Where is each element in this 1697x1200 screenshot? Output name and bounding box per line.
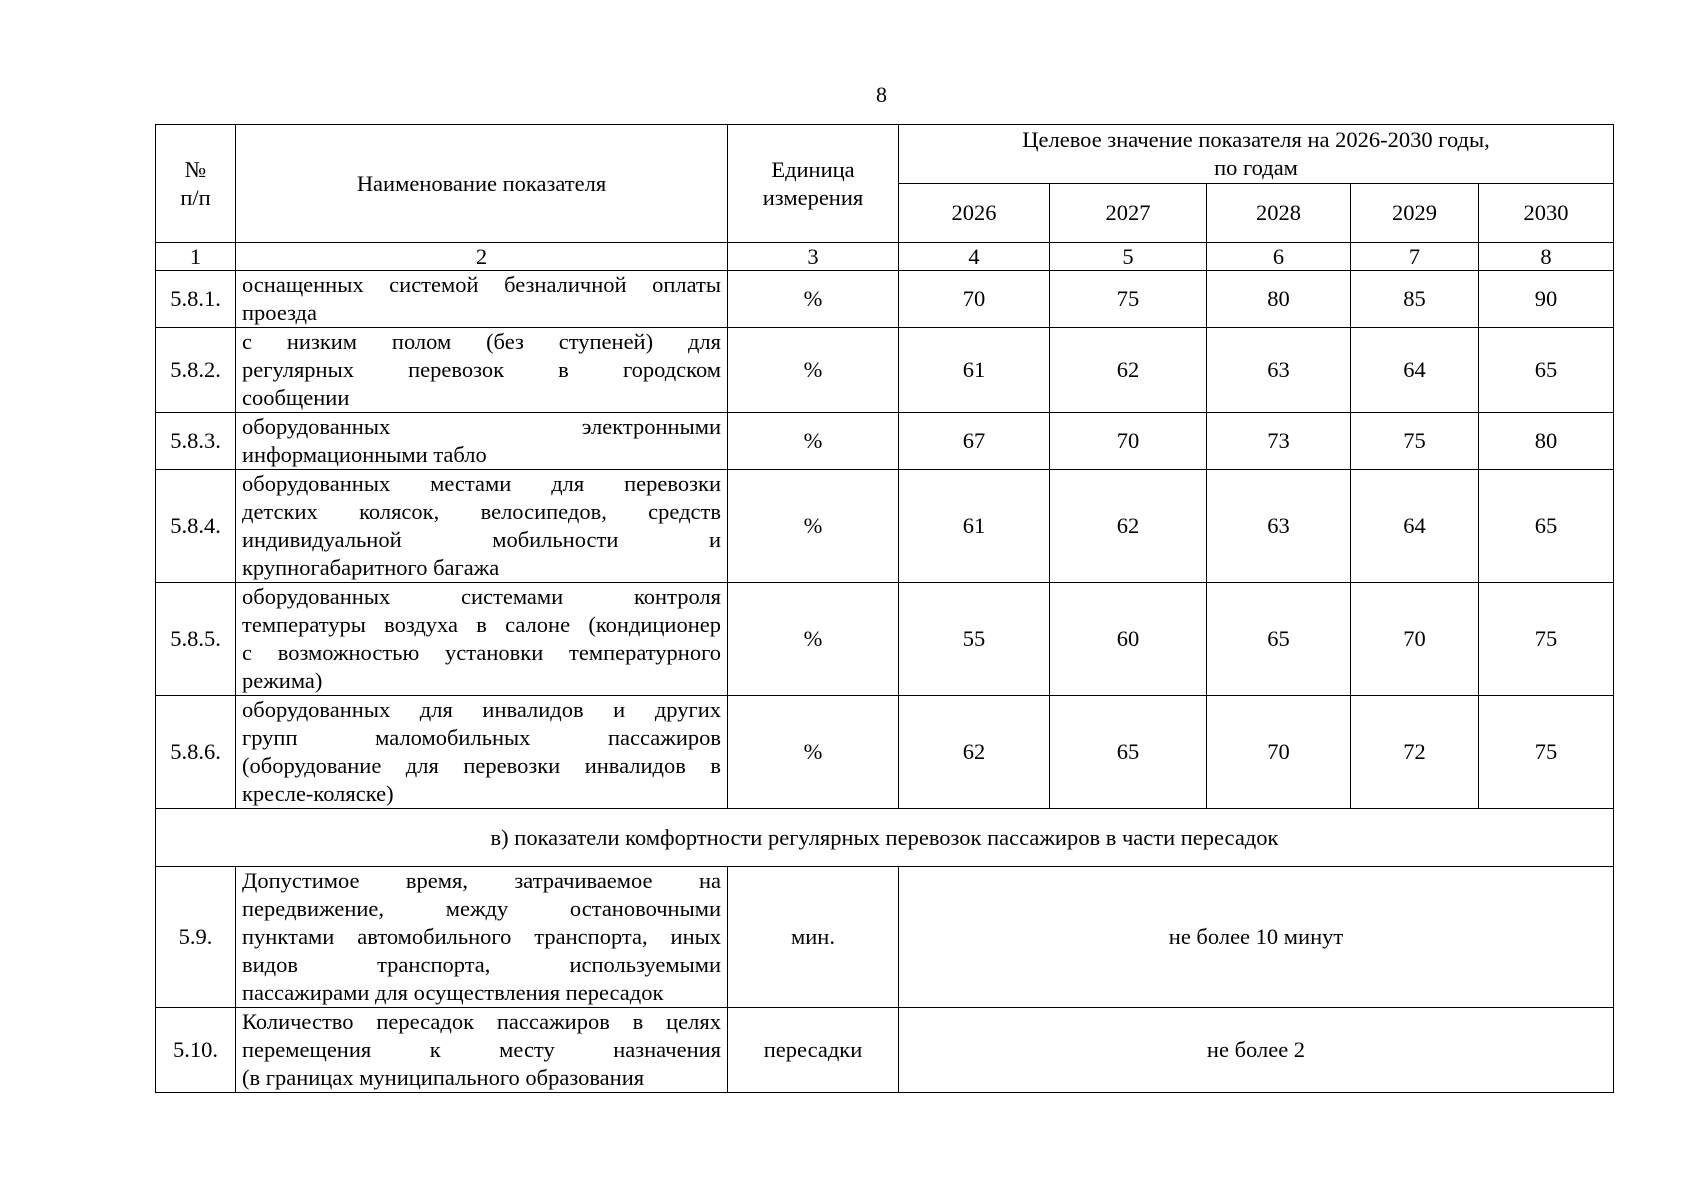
indicator-name-cell <box>236 867 728 1008</box>
table-row <box>156 328 1614 413</box>
indicator-name-line: оборудованных местами для перевозки <box>242 471 721 496</box>
indicator-name-cell <box>236 1008 728 1093</box>
value-cell: 63 <box>1207 470 1351 583</box>
indicator-name-line: Допустимое время, затрачиваемое на <box>242 868 721 893</box>
row-number: 5.8.6. <box>156 696 236 809</box>
header-name-cell: Наименование показателя <box>236 125 728 243</box>
row-number: 5.8.2. <box>156 328 236 413</box>
indicator-name-line: регулярных перевозок в городском <box>242 357 721 382</box>
value-cell: 60 <box>1050 583 1207 696</box>
value-cell: 80 <box>1207 271 1351 328</box>
table-row <box>156 696 1614 809</box>
merged-value-cell: не более 10 минут <box>899 867 1614 1008</box>
value-cell: 62 <box>1050 470 1207 583</box>
unit-cell: % <box>728 470 899 583</box>
header-num-line-1: № <box>184 156 207 182</box>
indicator-name-line: (в границах муниципального образования <box>242 1065 645 1090</box>
header-unit-cell <box>728 125 899 243</box>
value-cell: 55 <box>899 583 1050 696</box>
indicator-name-line: информационными табло <box>242 442 487 467</box>
unit-cell: % <box>728 696 899 809</box>
column-number: 2 <box>236 243 728 271</box>
header-year-2028: 2028 <box>1207 184 1351 243</box>
indicator-name-line: оборудованных для инвалидов и других <box>242 697 721 722</box>
indicator-name-line: видов транспорта, используемыми <box>242 952 721 977</box>
indicator-name-line: групп маломобильных пассажиров <box>242 725 721 750</box>
indicator-name-cell <box>236 696 728 809</box>
header-year-2026: 2026 <box>899 184 1050 243</box>
merged-value-cell: не более 2 <box>899 1008 1614 1093</box>
value-cell: 62 <box>899 696 1050 809</box>
indicator-name-line: оснащенных системой безналичной оплаты <box>242 272 721 297</box>
unit-cell: % <box>728 271 899 328</box>
indicator-name-cell <box>236 271 728 328</box>
header-num-line-2: п/п <box>180 184 211 210</box>
unit-cell: % <box>728 413 899 470</box>
indicator-name-line: проезда <box>242 300 317 325</box>
header-target-line-1: Целевое значение показателя на 2026-2030 годы, <box>1022 127 1490 152</box>
column-number: 6 <box>1207 243 1351 271</box>
table-row <box>156 867 1614 1008</box>
indicator-name-cell <box>236 413 728 470</box>
value-cell: 65 <box>1207 583 1351 696</box>
table-row <box>156 413 1614 470</box>
header-num-cell <box>156 125 236 243</box>
header-row-1 <box>156 125 1614 184</box>
value-cell: 65 <box>1479 328 1614 413</box>
value-cell: 90 <box>1479 271 1614 328</box>
table-row <box>156 1008 1614 1093</box>
indicator-name-line: с возможностью установки температурного <box>242 640 721 665</box>
value-cell: 67 <box>899 413 1050 470</box>
indicator-name-line: детских колясок, велосипедов, средств <box>242 499 721 524</box>
header-unit-line-2: измерения <box>762 184 864 210</box>
value-cell: 64 <box>1351 328 1479 413</box>
table-row <box>156 470 1614 583</box>
column-number: 5 <box>1050 243 1207 271</box>
indicator-name-line: пунктами автомобильного транспорта, иных <box>242 924 721 949</box>
row-number: 5.8.4. <box>156 470 236 583</box>
value-cell: 63 <box>1207 328 1351 413</box>
value-cell: 80 <box>1479 413 1614 470</box>
indicator-name-line: пассажирами для осуществления пересадок <box>242 980 664 1005</box>
header-target-line-2: по годам <box>1214 155 1298 180</box>
value-cell: 75 <box>1479 696 1614 809</box>
section-title: в) показатели комфортности регулярных перевозок пассажиров в части пересадок <box>156 809 1614 867</box>
header-target-cell <box>899 125 1614 184</box>
header-year-2030: 2030 <box>1479 184 1614 243</box>
value-cell: 70 <box>1050 413 1207 470</box>
value-cell: 73 <box>1207 413 1351 470</box>
value-cell: 65 <box>1050 696 1207 809</box>
indicator-name-line: с низким полом (без ступеней) для <box>242 329 721 354</box>
indicator-name-line: (оборудование для перевозки инвалидов в <box>242 753 721 778</box>
indicators-table <box>155 124 1614 1093</box>
header-year-2027: 2027 <box>1050 184 1207 243</box>
indicator-name-cell <box>236 328 728 413</box>
unit-cell: мин. <box>728 867 899 1008</box>
value-cell: 61 <box>899 328 1050 413</box>
row-number: 5.10. <box>156 1008 236 1093</box>
indicator-name-line: температуры воздуха в салоне (кондиционер <box>242 612 721 637</box>
column-number: 1 <box>156 243 236 271</box>
value-cell: 85 <box>1351 271 1479 328</box>
indicator-name-line: кресле-коляске) <box>242 781 394 806</box>
header-unit-line-1: Единица <box>771 156 855 182</box>
row-number: 5.9. <box>156 867 236 1008</box>
column-number: 4 <box>899 243 1050 271</box>
unit-cell: % <box>728 583 899 696</box>
value-cell: 61 <box>899 470 1050 583</box>
row-number: 5.8.1. <box>156 271 236 328</box>
column-number: 8 <box>1479 243 1614 271</box>
indicator-name-line: оборудованных электронными <box>242 414 721 439</box>
indicator-name-line: индивидуальной мобильности и <box>242 527 721 552</box>
value-cell: 70 <box>1207 696 1351 809</box>
header-year-2029: 2029 <box>1351 184 1479 243</box>
indicator-name-line: передвижение, между остановочными <box>242 896 721 921</box>
indicator-name-line: перемещения к месту назначения <box>242 1037 721 1062</box>
data-rows <box>156 271 1614 809</box>
value-cell: 62 <box>1050 328 1207 413</box>
table-row <box>156 583 1614 696</box>
value-cell: 75 <box>1479 583 1614 696</box>
row-number: 5.8.5. <box>156 583 236 696</box>
section-row <box>156 809 1614 867</box>
value-cell: 75 <box>1351 413 1479 470</box>
indicator-name-line: сообщении <box>242 385 350 410</box>
value-cell: 75 <box>1050 271 1207 328</box>
data-rows-2 <box>156 867 1614 1093</box>
unit-cell: % <box>728 328 899 413</box>
row-number: 5.8.3. <box>156 413 236 470</box>
indicator-name-cell <box>236 583 728 696</box>
page-number: 8 <box>876 82 887 107</box>
value-cell: 64 <box>1351 470 1479 583</box>
column-number: 3 <box>728 243 899 271</box>
value-cell: 70 <box>1351 583 1479 696</box>
column-number-row <box>156 243 1614 271</box>
column-number: 7 <box>1351 243 1479 271</box>
indicator-name-line: Количество пересадок пассажиров в целях <box>242 1009 721 1034</box>
indicator-name-line: крупногабаритного багажа <box>242 555 500 580</box>
table-row <box>156 271 1614 328</box>
indicator-name-cell <box>236 470 728 583</box>
unit-cell: пересадки <box>728 1008 899 1093</box>
value-cell: 72 <box>1351 696 1479 809</box>
indicator-name-line: оборудованных системами контроля <box>242 584 721 609</box>
value-cell: 70 <box>899 271 1050 328</box>
indicator-name-line: режима) <box>242 668 323 693</box>
value-cell: 65 <box>1479 470 1614 583</box>
